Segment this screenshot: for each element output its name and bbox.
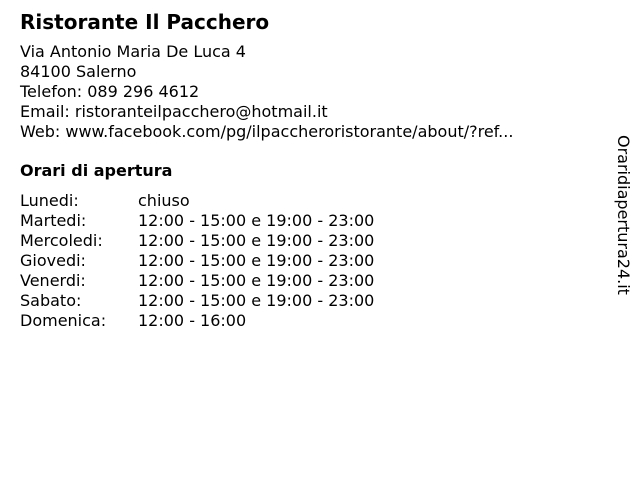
hours-time: 12:00 - 15:00 e 19:00 - 23:00 bbox=[138, 271, 375, 290]
hours-day: Domenica: bbox=[20, 311, 107, 330]
hours-row-monday bbox=[20, 191, 600, 211]
hours-day: Venerdi: bbox=[20, 271, 86, 290]
opening-hours-heading: Orari di apertura bbox=[20, 161, 173, 180]
restaurant-card bbox=[20, 10, 600, 331]
hours-day: Giovedi: bbox=[20, 251, 86, 270]
hours-row-tuesday bbox=[20, 211, 600, 231]
hours-row-saturday bbox=[20, 291, 600, 311]
site-watermark bbox=[613, 135, 633, 315]
site-watermark-text: Oraridiapertura24.it bbox=[614, 135, 633, 295]
hours-row-thursday bbox=[20, 251, 600, 271]
address-street: Via Antonio Maria De Luca 4 bbox=[20, 42, 246, 61]
hours-day: Sabato: bbox=[20, 291, 82, 310]
hours-time: 12:00 - 15:00 e 19:00 - 23:00 bbox=[138, 211, 375, 230]
hours-time: 12:00 - 15:00 e 19:00 - 23:00 bbox=[138, 251, 375, 270]
restaurant-name: Ristorante Il Pacchero bbox=[20, 10, 270, 34]
hours-time: 12:00 - 15:00 e 19:00 - 23:00 bbox=[138, 291, 375, 310]
hours-row-wednesday bbox=[20, 231, 600, 251]
address-city: 84100 Salerno bbox=[20, 62, 137, 81]
phone-line: Telefon: 089 296 4612 bbox=[20, 82, 200, 101]
hours-day: Lunedi: bbox=[20, 191, 79, 210]
hours-time: 12:00 - 15:00 e 19:00 - 23:00 bbox=[138, 231, 375, 250]
hours-day: Mercoledi: bbox=[20, 231, 103, 250]
hours-row-friday bbox=[20, 271, 600, 291]
hours-day: Martedi: bbox=[20, 211, 87, 230]
hours-time: 12:00 - 16:00 bbox=[138, 311, 247, 330]
hours-row-sunday bbox=[20, 311, 600, 331]
website-line: Web: www.facebook.com/pg/ilpaccheroristorante/about/?ref... bbox=[20, 122, 514, 141]
opening-hours-list bbox=[20, 191, 600, 331]
email-line: Email: ristoranteilpacchero@hotmail.it bbox=[20, 102, 328, 121]
hours-time: chiuso bbox=[138, 191, 190, 210]
